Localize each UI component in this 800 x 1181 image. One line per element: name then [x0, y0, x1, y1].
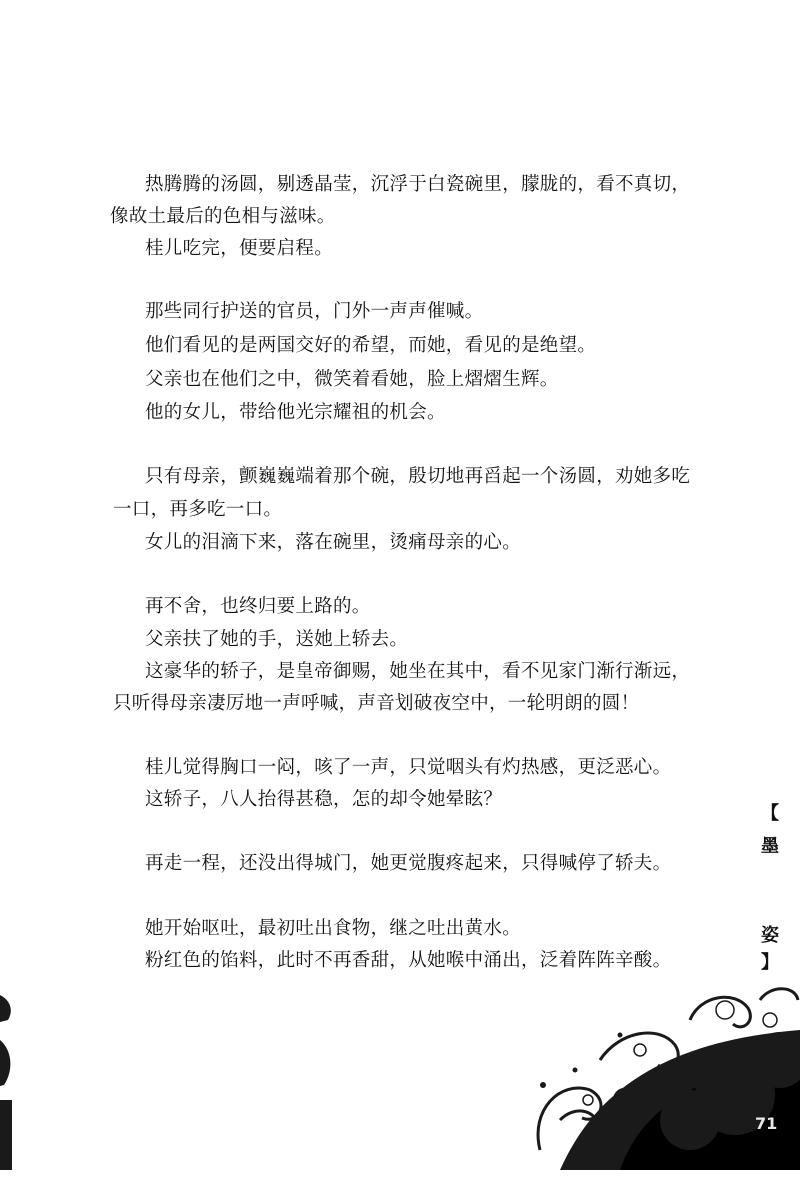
- text-line: 一口，再多吃一口。: [113, 499, 283, 520]
- text-line: 她开始呕吐，最初吐出食物，继之吐出黄水。: [145, 918, 522, 939]
- side-title-open-bracket: 【: [761, 803, 779, 824]
- side-title-close-bracket: 】: [761, 952, 779, 973]
- text-line: 粉红色的馅料，此时不再香甜，从她喉中涌出，泛着阵阵辛酸。: [145, 950, 672, 971]
- side-title-char: 墨: [761, 836, 779, 857]
- text-line: 女儿的泪滴下来，落在碗里，烫痛母亲的心。: [145, 532, 522, 553]
- text-line: 这豪华的轿子，是皇帝御赐，她坐在其中，看不见家门渐行渐远，: [145, 661, 691, 682]
- text-line: 他们看见的是两国交好的希望，而她，看见的是绝望。: [145, 335, 597, 356]
- text-line: 这轿子，八人抬得甚稳，怎的却令她晕眩？: [145, 789, 503, 810]
- text-line: 再走一程，还没出得城门，她更觉腹疼起来，只得喊停了轿夫。: [145, 853, 672, 874]
- text-line: 再不舍，也终归要上路的。: [145, 596, 371, 617]
- text-line: 父亲也在他们之中，微笑着看她，脸上熠熠生辉。: [145, 369, 559, 390]
- text-line: 那些同行护送的官员，门外一声声催喊。: [145, 301, 484, 322]
- text-line: 父亲扶了她的手，送她上轿去。: [145, 629, 409, 650]
- text-line: 只有母亲，颤巍巍端着那个碗，殷切地再舀起一个汤圆，劝她多吃: [145, 466, 691, 487]
- text-line: 像故土最后的色相与滋味。: [110, 206, 336, 227]
- text-line: 热腾腾的汤圆，剔透晶莹，沉浮于白瓷碗里，朦胧的，看不真切，: [145, 174, 691, 195]
- side-title-char: 姿: [761, 925, 779, 946]
- text-line: 只听得母亲凄厉地一声呼喊，声音划破夜空中，一轮明朗的圆！: [113, 693, 640, 714]
- text-line: 他的女儿，带给他光宗耀祖的机会。: [145, 402, 446, 423]
- text-line: 桂儿觉得胸口一闷，咳了一声，只觉咽头有灼热感，更泛恶心。: [145, 757, 672, 778]
- page-number: 71: [755, 1114, 778, 1133]
- text-line: 桂儿吃完，便要启程。: [145, 238, 334, 259]
